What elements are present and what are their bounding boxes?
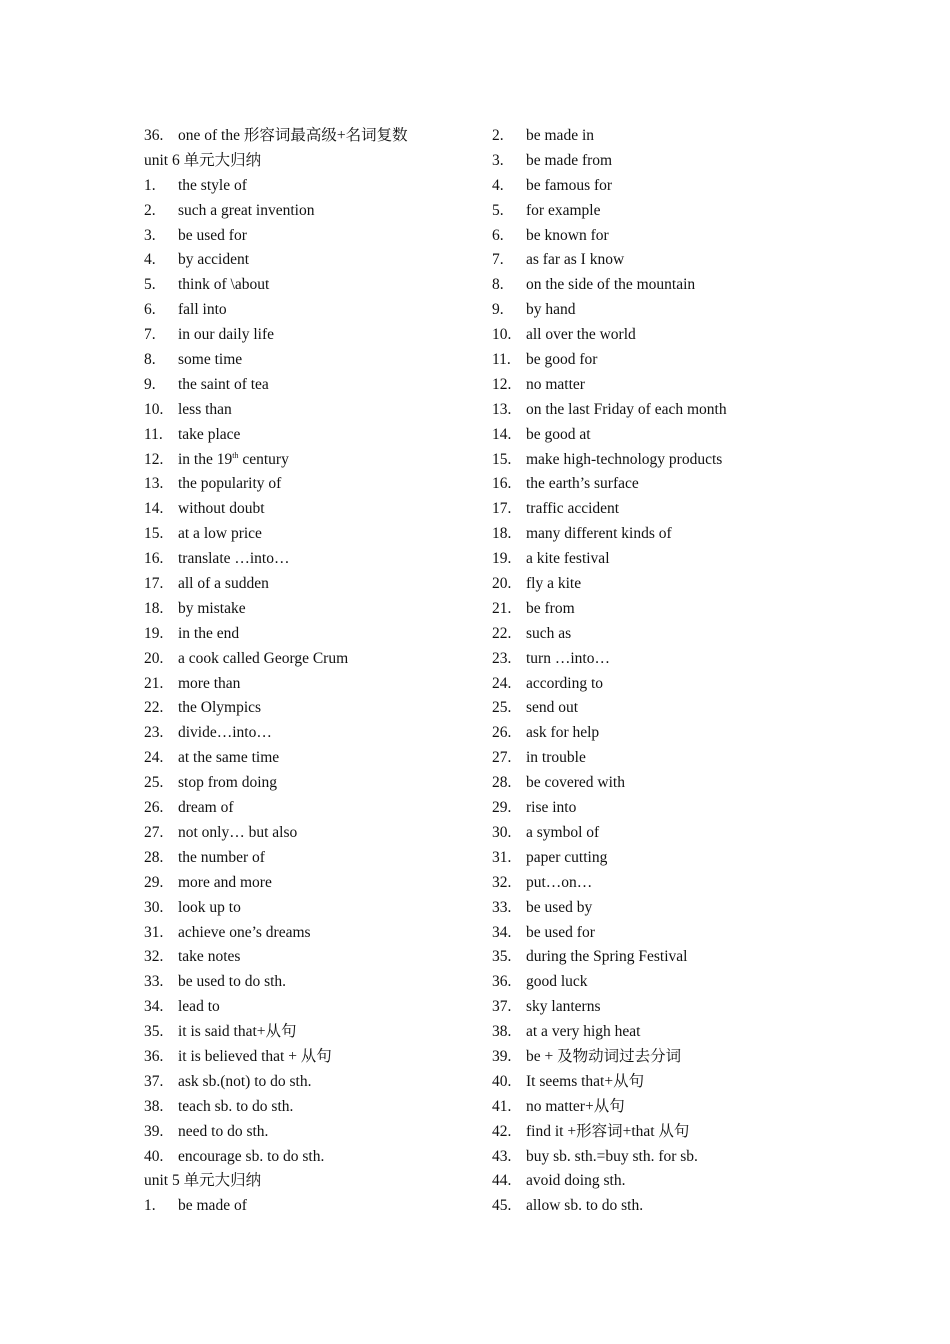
- item-number: 20.: [144, 649, 164, 667]
- phrase-text: take notes: [178, 948, 241, 966]
- item-number: 26.: [144, 799, 164, 817]
- item-number: 25.: [144, 774, 164, 792]
- item-number: 4.: [144, 251, 156, 269]
- item-number: 27.: [492, 749, 512, 767]
- item-number: 38.: [144, 1097, 164, 1115]
- item-number: 28.: [492, 774, 512, 792]
- phrase-item: [144, 124, 474, 149]
- unit-heading: unit 6 单元大归纳: [144, 151, 262, 169]
- phrase-text: be covered with: [526, 774, 625, 792]
- phrase-text: fly a kite: [526, 575, 582, 593]
- phrase-text: on the side of the mountain: [526, 276, 696, 294]
- phrase-item: [492, 796, 822, 821]
- item-number: 40.: [144, 1147, 164, 1165]
- phrase-text: take place: [178, 425, 241, 443]
- phrase-text: send out: [526, 699, 579, 717]
- phrase-text: allow sb. to do sth.: [526, 1197, 644, 1215]
- phrase-item: [492, 672, 822, 697]
- item-number: 45.: [492, 1197, 512, 1215]
- phrase-text: in trouble: [526, 749, 586, 767]
- phrase-item: [144, 248, 474, 273]
- phrase-item: [492, 597, 822, 622]
- item-number: 8.: [492, 276, 504, 294]
- item-number: 30.: [144, 898, 164, 916]
- phrase-text: be famous for: [526, 176, 613, 194]
- phrase-item: [144, 796, 474, 821]
- phrase-text: think of \about: [178, 276, 270, 294]
- phrase-item: [492, 448, 822, 473]
- item-number: 13.: [492, 400, 512, 418]
- phrase-item: [144, 1070, 474, 1095]
- phrase-text: in the end: [178, 624, 240, 642]
- phrase-text: be used to do sth.: [178, 973, 287, 991]
- phrase-item: [144, 696, 474, 721]
- phrase-item: [144, 846, 474, 871]
- phrase-item: [492, 1045, 822, 1070]
- phrase-item: [144, 348, 474, 373]
- item-number: 37.: [144, 1072, 164, 1090]
- item-number: 17.: [492, 500, 512, 518]
- item-number: 12.: [144, 450, 164, 468]
- phrase-item: [492, 995, 822, 1020]
- phrase-item: [144, 298, 474, 323]
- phrase-item: [144, 174, 474, 199]
- phrase-text: a kite festival: [526, 550, 610, 568]
- item-number: 9.: [144, 375, 156, 393]
- item-number: 36.: [144, 1047, 164, 1065]
- phrase-item: [492, 1169, 822, 1194]
- phrase-text: ask for help: [526, 724, 600, 742]
- phrase-text: such as: [526, 624, 572, 642]
- item-number: 29.: [492, 799, 512, 817]
- phrase-item: [144, 373, 474, 398]
- phrase-item: [492, 1095, 822, 1120]
- phrase-item: [144, 1145, 474, 1170]
- item-number: 1.: [144, 1197, 156, 1215]
- phrase-text: stop from doing: [178, 774, 278, 792]
- phrase-item: [492, 1070, 822, 1095]
- item-number: 7.: [492, 251, 504, 269]
- phrase-text: be good at: [526, 425, 591, 443]
- phrase-text: at the same time: [178, 749, 280, 767]
- item-number: 20.: [492, 575, 512, 593]
- phrase-text-before: in the 19: [178, 450, 233, 468]
- phrase-item: [492, 199, 822, 224]
- phrase-item: [492, 124, 822, 149]
- phrase-item: [492, 522, 822, 547]
- phrase-text: at a low price: [178, 525, 262, 543]
- phrase-text: ask sb.(not) to do sth.: [178, 1072, 312, 1090]
- phrase-text: during the Spring Festival: [526, 948, 688, 966]
- phrase-text: a symbol of: [526, 823, 600, 841]
- item-number: 11.: [492, 351, 511, 369]
- phrase-item: [492, 423, 822, 448]
- item-number: 36.: [492, 973, 512, 991]
- item-number: 29.: [144, 873, 164, 891]
- phrase-text: rise into: [526, 799, 577, 817]
- phrase-item: [144, 821, 474, 846]
- phrase-item: [144, 423, 474, 448]
- phrase-item: [492, 472, 822, 497]
- phrase-text: a cook called George Crum: [178, 649, 349, 667]
- phrase-item: [492, 224, 822, 249]
- item-number: 21.: [144, 674, 164, 692]
- phrase-item: [144, 647, 474, 672]
- item-number: 30.: [492, 823, 512, 841]
- item-number: 9.: [492, 301, 504, 319]
- item-number: 6.: [492, 226, 504, 244]
- item-number: 33.: [492, 898, 512, 916]
- item-number: 6.: [144, 301, 156, 319]
- phrase-text: be from: [526, 599, 575, 617]
- phrase-text: one of the 形容词最高级+名词复数: [178, 127, 408, 144]
- phrase-item: [144, 721, 474, 746]
- phrase-text: be known for: [526, 226, 609, 244]
- phrase-text: the saint of tea: [178, 375, 269, 393]
- phrase-text: encourage sb. to do sth.: [178, 1147, 325, 1165]
- phrase-text: no matter+从句: [526, 1097, 625, 1115]
- item-number: 16.: [144, 550, 164, 568]
- item-number: 27.: [144, 823, 164, 841]
- phrase-text: the style of: [178, 176, 247, 194]
- phrase-text: paper cutting: [526, 848, 608, 866]
- phrase-item: [144, 622, 474, 647]
- item-number: 31.: [144, 923, 164, 941]
- phrase-item: [492, 298, 822, 323]
- item-number: 21.: [492, 599, 512, 617]
- phrase-text: lead to: [178, 998, 220, 1016]
- item-number: 38.: [492, 1023, 512, 1041]
- phrase-item: [144, 970, 474, 995]
- phrase-item: [492, 174, 822, 199]
- phrase-text: avoid doing sth.: [526, 1172, 626, 1190]
- item-number: 5.: [492, 201, 504, 219]
- item-number: 39.: [144, 1122, 164, 1140]
- phrase-text: It seems that+从句: [526, 1072, 645, 1090]
- phrase-text: more and more: [178, 873, 272, 891]
- item-number: 2.: [144, 201, 156, 219]
- phrase-item: [492, 746, 822, 771]
- item-number: 3.: [492, 151, 504, 169]
- phrase-item: [492, 846, 822, 871]
- item-number: 32.: [492, 873, 512, 891]
- item-number: 19.: [492, 550, 512, 568]
- phrase-item: [492, 149, 822, 174]
- phrase-text: without doubt: [178, 500, 265, 518]
- phrase-text: at a very high heat: [526, 1023, 641, 1041]
- phrase-item: [492, 1020, 822, 1045]
- phrase-text: many different kinds of: [526, 525, 672, 543]
- unit-heading: unit 5 单元大归纳: [144, 1172, 262, 1190]
- phrase-item: [144, 522, 474, 547]
- item-number: 8.: [144, 351, 156, 369]
- phrase-text: according to: [526, 674, 604, 692]
- item-number: 12.: [492, 375, 512, 393]
- phrase-text: more than: [178, 674, 241, 692]
- item-number: 43.: [492, 1147, 512, 1165]
- item-number: 44.: [492, 1172, 512, 1190]
- phrase-item: [492, 398, 822, 423]
- item-number: 14.: [144, 500, 164, 518]
- phrase-item: [144, 1045, 474, 1070]
- phrase-text: the earth’s surface: [526, 475, 639, 493]
- item-number: 22.: [492, 624, 512, 642]
- item-number: 16.: [492, 475, 512, 493]
- phrase-text: it is believed that + 从句: [178, 1047, 332, 1065]
- phrase-text: teach sb. to do sth.: [178, 1097, 294, 1115]
- item-number: 35.: [144, 1023, 164, 1041]
- phrase-text: by mistake: [178, 599, 246, 617]
- item-number: 36.: [144, 127, 164, 144]
- phrase-item: [144, 995, 474, 1020]
- phrase-text-after: century: [238, 450, 289, 468]
- phrase-item: [144, 398, 474, 423]
- item-number: 13.: [144, 475, 164, 493]
- item-number: 5.: [144, 276, 156, 294]
- phrase-item: [492, 696, 822, 721]
- item-number: 15.: [492, 450, 512, 468]
- phrase-text: it is said that+从句: [178, 1023, 297, 1041]
- phrase-text: be good for: [526, 351, 598, 369]
- phrase-item: [144, 746, 474, 771]
- phrase-item: [144, 472, 474, 497]
- phrase-text: by hand: [526, 301, 576, 319]
- item-number: 25.: [492, 699, 512, 717]
- phrase-item: [144, 896, 474, 921]
- phrase-item: [492, 323, 822, 348]
- phrase-text: look up to: [178, 898, 241, 916]
- phrase-text: be used for: [178, 226, 247, 244]
- phrase-text: be made of: [178, 1197, 247, 1215]
- item-number: 7.: [144, 326, 156, 344]
- item-number: 1.: [144, 176, 156, 194]
- phrase-text: all over the world: [526, 326, 636, 344]
- phrase-item: [492, 1120, 822, 1145]
- phrase-item: [144, 323, 474, 348]
- item-number: 23.: [144, 724, 164, 742]
- item-number: 41.: [492, 1097, 512, 1115]
- phrase-text: on the last Friday of each month: [526, 400, 727, 418]
- phrase-item: [492, 721, 822, 746]
- phrase-text: for example: [526, 201, 601, 219]
- item-number: 34.: [492, 923, 512, 941]
- phrase-text: divide…into…: [178, 724, 272, 742]
- phrase-text: turn …into…: [526, 649, 610, 667]
- phrase-item: [492, 273, 822, 298]
- item-number: 35.: [492, 948, 512, 966]
- phrase-text: sky lanterns: [526, 998, 601, 1016]
- phrase-text: the Olympics: [178, 699, 262, 717]
- phrase-item: [492, 497, 822, 522]
- phrase-item: [492, 373, 822, 398]
- phrase-text: such a great invention: [178, 201, 315, 219]
- item-number: 15.: [144, 525, 164, 543]
- phrase-item: [492, 572, 822, 597]
- item-number: 34.: [144, 998, 164, 1016]
- phrase-text: fall into: [178, 301, 227, 319]
- phrase-item: [492, 771, 822, 796]
- phrase-item: [144, 771, 474, 796]
- phrase-item: [492, 647, 822, 672]
- phrase-text: need to do sth.: [178, 1122, 269, 1140]
- phrase-text: put…on…: [526, 873, 593, 891]
- item-number: 22.: [144, 699, 164, 717]
- item-number: 28.: [144, 848, 164, 866]
- phrase-text: dream of: [178, 799, 234, 817]
- phrase-text: find it +形容词+that 从句: [526, 1122, 690, 1140]
- phrase-text: as far as I know: [526, 251, 625, 269]
- item-number: 24.: [492, 674, 512, 692]
- phrase-text: be used by: [526, 898, 593, 916]
- phrase-item: [144, 1120, 474, 1145]
- phrase-item: [144, 224, 474, 249]
- phrase-item: [492, 248, 822, 273]
- phrase-text: the popularity of: [178, 475, 282, 493]
- phrase-text: no matter: [526, 375, 585, 393]
- item-number: 26.: [492, 724, 512, 742]
- item-number: 42.: [492, 1122, 512, 1140]
- phrase-item: [144, 1095, 474, 1120]
- phrase-text: all of a sudden: [178, 575, 269, 593]
- phrase-text: by accident: [178, 251, 250, 269]
- phrase-text: achieve one’s dreams: [178, 923, 311, 941]
- phrase-item: [492, 1145, 822, 1170]
- phrase-item: [492, 348, 822, 373]
- phrase-item: [492, 896, 822, 921]
- phrase-text: be used for: [526, 923, 595, 941]
- item-number: 24.: [144, 749, 164, 767]
- item-number: 40.: [492, 1072, 512, 1090]
- phrase-item: [144, 572, 474, 597]
- phrase-text: some time: [178, 351, 243, 369]
- phrase-item: [144, 199, 474, 224]
- phrase-item: [492, 921, 822, 946]
- right-column: [492, 124, 822, 1219]
- phrase-item: [144, 1194, 474, 1219]
- phrase-item: [144, 1020, 474, 1045]
- phrase-text: not only… but also: [178, 823, 298, 841]
- phrase-item: [144, 273, 474, 298]
- phrase-text: traffic accident: [526, 500, 620, 518]
- phrase-text: make high-technology products: [526, 450, 723, 468]
- item-number: 17.: [144, 575, 164, 593]
- phrase-item: [492, 1194, 822, 1219]
- phrase-item: [492, 547, 822, 572]
- phrase-item: [144, 448, 474, 473]
- item-number: 4.: [492, 176, 504, 194]
- phrase-text: the number of: [178, 848, 265, 866]
- phrase-item: [144, 945, 474, 970]
- item-number: 3.: [144, 226, 156, 244]
- phrase-item: [492, 945, 822, 970]
- phrase-item: [144, 871, 474, 896]
- left-column: [144, 124, 474, 1219]
- phrase-item: [492, 821, 822, 846]
- phrase-text: be + 及物动词过去分词: [526, 1047, 682, 1065]
- item-number: 32.: [144, 948, 164, 966]
- phrase-text: good luck: [526, 973, 588, 991]
- item-number: 10.: [144, 400, 164, 418]
- item-number: 39.: [492, 1047, 512, 1065]
- phrase-item: [144, 547, 474, 572]
- item-number: 18.: [144, 599, 164, 617]
- ordinal-superscript: th: [232, 450, 239, 460]
- phrase-text: be made in: [526, 127, 595, 144]
- item-number: 10.: [492, 326, 512, 344]
- item-number: 18.: [492, 525, 512, 543]
- phrase-text: buy sb. sth.=buy sth. for sb.: [526, 1147, 698, 1165]
- phrase-item: [144, 497, 474, 522]
- phrase-item: [492, 622, 822, 647]
- phrase-text: less than: [178, 400, 232, 418]
- item-number: 31.: [492, 848, 512, 866]
- item-number: 11.: [144, 425, 163, 443]
- phrase-item: [144, 672, 474, 697]
- phrase-item: [492, 871, 822, 896]
- phrase-text: [178, 448, 289, 473]
- phrase-text: be made from: [526, 151, 613, 169]
- phrase-item: [492, 970, 822, 995]
- item-number: 37.: [492, 998, 512, 1016]
- item-number: 19.: [144, 624, 164, 642]
- phrase-item: [144, 597, 474, 622]
- phrase-text: in our daily life: [178, 326, 274, 344]
- item-number: 33.: [144, 973, 164, 991]
- item-number: 2.: [492, 127, 504, 144]
- phrase-item: [144, 921, 474, 946]
- phrase-text: translate …into…: [178, 550, 290, 568]
- item-number: 14.: [492, 425, 512, 443]
- item-number: 23.: [492, 649, 512, 667]
